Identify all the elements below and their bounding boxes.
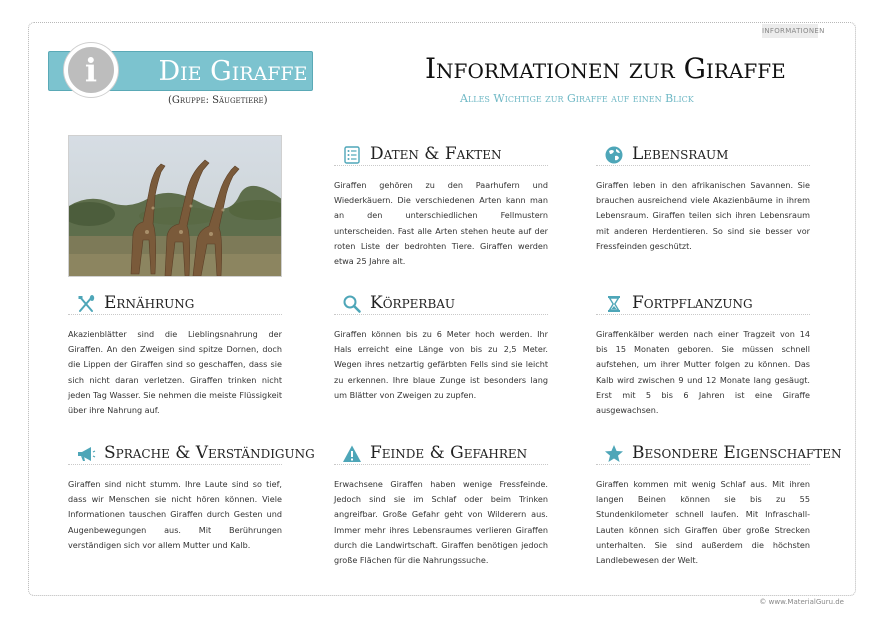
section-title-feinde: Feinde & Gefahren [370, 443, 528, 463]
copyright-footer: © www.MaterialGuru.de [759, 598, 844, 606]
section-text-fortpflanzung: Giraffenkälber werden nach einer Tragzeit von 14 bis 15 Monaten geboren. Sie müssen schnell aufstehen, um ihrer Mutter folgen zu können. Das Kalb wird zwischen 9 und 12 Monate lang gesäugt. Erst mit 5 bis 6 Jahren ist eine Giraffe ausgewachsen. [596, 329, 810, 416]
giraffe-photo [68, 135, 282, 277]
section-text-feinde: Erwachsene Giraffen haben wenige Fressfeinde. Jedoch sind sie im Schlaf oder beim Trinken angreifbar. Große Gefahr geht von Wilderern aus. Immer mehr ihres Lebensraumes verlieren Giraffen durch die Landwirtschaft. Giraffen benötigen jedoch große Flächen für die Nahrungssuche. [334, 479, 548, 566]
section-header-koerperbau [334, 291, 548, 315]
warning-icon [342, 444, 362, 464]
section-text-besondere: Giraffen kommen mit wenig Schlaf aus. Mit ihren langen Beinen können sie bis zu 55 Stundenkilometer schnell laufen. Mit Infraschall-Lauten können sich Giraffen über große Strecken unterhalten. Sie sind außerdem die höchsten Landlebewesen der Welt. [596, 479, 810, 566]
section-text-sprache: Giraffen sind nicht stumm. Ihre Laute sind so tief, dass wir Menschen sie nicht hören können. Viele Informationen tauschen Giraffen durch Gesten und Augenbewegungen aus. Mit Berührungen verständigen sich vor allem Mutter und Kalb. [68, 479, 282, 550]
section-title-lebensraum: Lebensraum [632, 144, 729, 164]
giraffe-photo-illustration [69, 136, 282, 277]
info-glyph: i [84, 51, 98, 89]
section-text-lebensraum: Giraffen leben in den afrikanischen Savannen. Sie brauchen ausreichend viele Akazienbäume in ihrem Lebensraum. Giraffen teilen sich ihren Lebensraum mit anderen Herdentieren. So sind sie besser vor Fressfeinden geschützt. [596, 180, 810, 251]
section-title-koerperbau: Körperbau [370, 293, 456, 313]
section-header-sprache [68, 441, 315, 465]
megaphone-icon [76, 444, 96, 464]
info-icon [64, 43, 118, 97]
section-title-besondere: Besondere Eigenschaften [632, 443, 842, 463]
section-title-ernaehrung: Ernährung [104, 293, 195, 313]
main-title: Informationen zur Giraffe [425, 52, 786, 85]
section-header-besondere [596, 441, 842, 465]
star-icon [604, 444, 624, 464]
group-label: (Gruppe: Säugetiere) [168, 95, 268, 106]
cutlery-icon [76, 294, 96, 314]
section-text-koerperbau: Giraffen können bis zu 6 Meter hoch werden. Ihr Hals erreicht eine Länge von bis zu 2,5 Meter. Wegen ihres netzartig gefärbten Fells sind sie leicht zu erkennen. Ihre blaue Zunge ist besonders lang um Blätter von Zweigen zu zupfen. [334, 329, 548, 400]
corner-tag: INFORMATIONEN [762, 24, 818, 38]
section-header-ernaehrung [68, 291, 282, 315]
hourglass-icon [604, 294, 624, 314]
main-subtitle: Alles Wichtige zur Giraffe auf einen Blick [460, 92, 694, 105]
section-text-ernaehrung: Akazienblätter sind die Lieblingsnahrung der Giraffen. An den Zweigen sind spitze Dornen, doch die Lippen der Giraffen sind so geschaffen, dass sie sich nicht daran verletzen. Giraffen trinken nicht jeden Tag Wasser. Sie nehmen die meiste Flüssigkeit über ihre Nahrung auf. [68, 329, 282, 416]
section-header-feinde [334, 441, 548, 465]
section-title-daten: Daten & Fakten [370, 144, 502, 164]
globe-icon [604, 145, 624, 165]
section-title-fortpflanzung: Fortpflanzung [632, 293, 753, 313]
section-title-sprache: Sprache & Verständigung [104, 443, 315, 463]
section-header-lebensraum [596, 142, 810, 166]
list-icon [342, 145, 362, 165]
section-text-daten: Giraffen gehören zu den Paarhufern und Wiederkäuern. Die verschiedenen Arten kann man an den unterschiedlichen Fellmustern unterscheiden. Fast alle Arten stehen heute auf der roten Liste der bedrohten Tiere. Giraffen werden etwa 25 Jahre alt. [334, 180, 548, 267]
section-header-fortpflanzung [596, 291, 810, 315]
section-header-daten [334, 142, 548, 166]
page-title: Die Giraffe [158, 56, 308, 87]
magnifier-icon [342, 294, 362, 314]
